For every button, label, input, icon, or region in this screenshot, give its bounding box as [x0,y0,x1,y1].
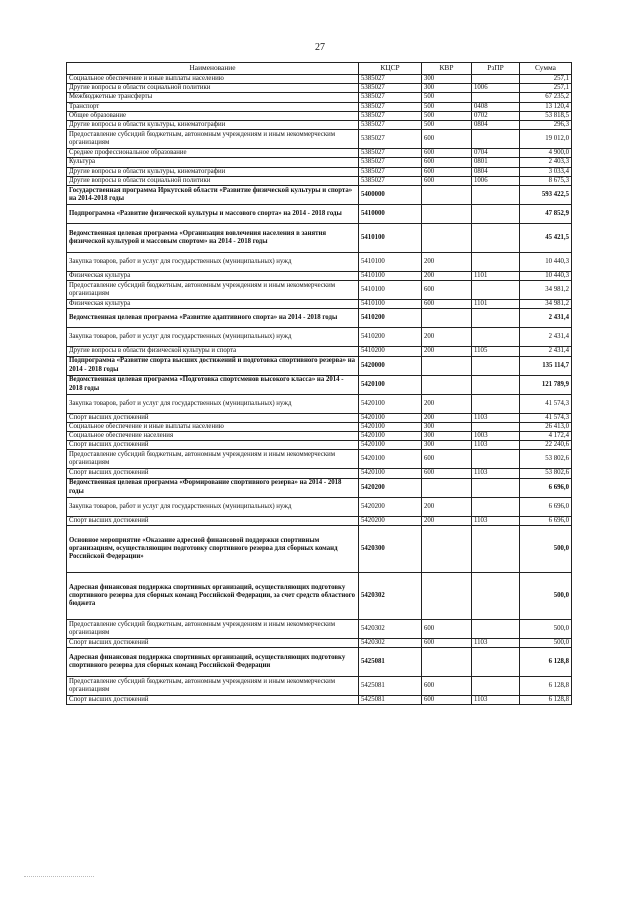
cell-rzpr: 1101 [472,300,520,309]
cell-rzpr [472,677,520,696]
cell-kcsr: 5410200 [359,309,422,328]
cell-rzpr: 1006 [472,176,520,185]
cell-kvr: 300 [422,75,472,84]
table-row [67,677,572,696]
cell-name: Транспорт [67,102,359,111]
cell-kvr: 600 [422,130,472,149]
cell-kvr: 600 [422,696,472,705]
cell-name: Другие вопросы в области социальной политики [67,84,359,93]
cell-name: Закупка товаров, работ и услуг для государственных (муниципальных) нужд [67,328,359,347]
cell-sum: 500,0 [520,572,572,619]
cell-sum: 6 696,0 [520,516,572,525]
cell-rzpr: 1103 [472,469,520,478]
table-row [67,432,572,441]
cell-kvr: 600 [422,281,472,300]
cell-kvr: 500 [422,111,472,120]
table-row [67,394,572,413]
cell-kvr: 600 [422,677,472,696]
table-row [67,186,572,205]
table-row [67,516,572,525]
cell-name: Спорт высших достижений [67,469,359,478]
cell-kvr: 200 [422,253,472,272]
cell-kvr: 600 [422,638,472,647]
cell-kvr [422,478,472,497]
cell-kcsr: 5420200 [359,516,422,525]
cell-kvr [422,309,472,328]
cell-name: Подпрограмма «Развитие физической культуры и массового спорта» на 2014 - 2018 годы [67,205,359,224]
cell-sum: 53 802,6 [520,469,572,478]
cell-sum: 121 789,9 [520,375,572,394]
cell-rzpr [472,281,520,300]
cell-kcsr: 5410100 [359,224,422,253]
cell-sum: 2 431,4 [520,309,572,328]
cell-kcsr: 5385027 [359,75,422,84]
cell-kcsr: 5420100 [359,432,422,441]
cell-rzpr: 0801 [472,158,520,167]
cell-rzpr [472,309,520,328]
table-row [67,375,572,394]
cell-name: Закупка товаров, работ и услуг для государственных (муниципальных) нужд [67,253,359,272]
cell-kvr: 200 [422,328,472,347]
table-row [67,111,572,120]
cell-kcsr: 5425081 [359,677,422,696]
cell-name: Другие вопросы в области социальной политики [67,176,359,185]
cell-sum: 2 431,4 [520,347,572,356]
cell-rzpr: 0804 [472,121,520,130]
cell-rzpr: 0704 [472,149,520,158]
table-row [67,356,572,375]
budget-table [66,62,572,705]
cell-sum: 26 413,0 [520,422,572,431]
cell-kvr: 600 [422,300,472,309]
cell-rzpr: 0804 [472,167,520,176]
cell-name: Социальное обеспечение и иные выплаты населению [67,75,359,84]
header-sum: Сумма [520,63,572,75]
cell-rzpr [472,478,520,497]
cell-rzpr [472,375,520,394]
table-row [67,525,572,572]
cell-rzpr [472,394,520,413]
table-row [67,84,572,93]
cell-rzpr [472,619,520,638]
cell-kvr: 600 [422,450,472,469]
cell-kcsr: 5385027 [359,149,422,158]
table-row [67,696,572,705]
cell-kcsr: 5420100 [359,394,422,413]
cell-name: Предоставление субсидий бюджетным, автономным учреждениям и иным некоммерческим организациям [67,450,359,469]
cell-kcsr: 5420200 [359,497,422,516]
cell-rzpr: 1103 [472,516,520,525]
cell-rzpr: 1006 [472,84,520,93]
cell-rzpr: 1105 [472,347,520,356]
cell-kcsr: 5420302 [359,619,422,638]
cell-kcsr: 5420100 [359,441,422,450]
table-row [67,638,572,647]
cell-rzpr: 1003 [472,432,520,441]
table-row [67,224,572,253]
cell-kvr: 300 [422,441,472,450]
cell-sum: 3 033,4 [520,167,572,176]
cell-rzpr: 0408 [472,102,520,111]
table-row [67,253,572,272]
cell-sum: 10 440,3 [520,272,572,281]
cell-kcsr: 5410100 [359,281,422,300]
cell-sum: 4 172,4 [520,432,572,441]
cell-name: Основное мероприятие «Оказание адресной финансовой поддержки спортивным организациям, осуществляющим подготовку спортивного резерва для сборных команд Российской Федерации» [67,525,359,572]
cell-kcsr: 5420302 [359,638,422,647]
cell-sum: 6 128,8 [520,677,572,696]
cell-kvr: 500 [422,93,472,102]
cell-kcsr: 5385027 [359,102,422,111]
cell-name: Физическая культура [67,272,359,281]
table-row [67,130,572,149]
cell-kvr: 300 [422,84,472,93]
cell-sum: 2 403,3 [520,158,572,167]
cell-sum: 34 981,2 [520,300,572,309]
cell-kcsr: 5425081 [359,696,422,705]
cell-name: Спорт высших достижений [67,516,359,525]
cell-name: Ведомственная целевая программа «Формирование спортивного резерва» на 2014 - 2018 годы [67,478,359,497]
scan-artifact [24,876,94,881]
table-row [67,300,572,309]
cell-sum: 4 900,0 [520,149,572,158]
cell-rzpr [472,205,520,224]
cell-kcsr: 5420200 [359,478,422,497]
table-body [67,75,572,705]
cell-rzpr [472,648,520,677]
cell-kcsr: 5420100 [359,375,422,394]
cell-name: Культура [67,158,359,167]
table-row [67,469,572,478]
cell-name: Другие вопросы в области культуры, кинематографии [67,121,359,130]
cell-kcsr: 5410200 [359,328,422,347]
cell-sum: 8 675,3 [520,176,572,185]
cell-name: Адресная финансовая поддержка спортивных организаций, осуществляющих подготовку спортивного резерва для сборных команд Российской Федерации, за счет средств областного бюджета [67,572,359,619]
cell-kcsr: 5385027 [359,121,422,130]
cell-name: Среднее профессиональное образование [67,149,359,158]
cell-kcsr: 5420100 [359,413,422,422]
header-kvr: КВР [422,63,472,75]
cell-sum: 6 696,0 [520,478,572,497]
cell-kcsr: 5420100 [359,469,422,478]
cell-sum: 10 440,3 [520,253,572,272]
cell-name: Межбюджетные трансферты [67,93,359,102]
cell-name: Подпрограмма «Развитие спорта высших достижений и подготовка спортивного резерва» на 2014 - 2018 годы [67,356,359,375]
cell-kcsr: 5410200 [359,347,422,356]
cell-kvr: 200 [422,516,472,525]
table-row [67,102,572,111]
cell-kvr [422,224,472,253]
header-rzpr: РзПР [472,63,520,75]
table-row [67,281,572,300]
cell-name: Спорт высших достижений [67,638,359,647]
table-row [67,422,572,431]
table-row [67,176,572,185]
cell-rzpr [472,328,520,347]
cell-name: Спорт высших достижений [67,413,359,422]
cell-rzpr: 1103 [472,638,520,647]
cell-sum: 500,0 [520,638,572,647]
cell-kvr: 600 [422,167,472,176]
table-row [67,478,572,497]
cell-sum: 41 574,3 [520,413,572,422]
cell-rzpr [472,186,520,205]
cell-kvr: 300 [422,422,472,431]
cell-kvr [422,375,472,394]
cell-sum: 47 852,9 [520,205,572,224]
table-row [67,648,572,677]
table-row [67,149,572,158]
cell-name: Физическая культура [67,300,359,309]
table-header-row [67,63,572,75]
cell-kcsr: 5410100 [359,300,422,309]
cell-kcsr: 5385027 [359,176,422,185]
cell-name: Ведомственная целевая программа «Подготовка спортсменов высокого класса» на 2014 - 2018 годы [67,375,359,394]
table-row [67,205,572,224]
cell-name: Общее образование [67,111,359,120]
cell-rzpr: 1101 [472,272,520,281]
cell-name: Закупка товаров, работ и услуг для государственных (муниципальных) нужд [67,394,359,413]
cell-kcsr: 5400000 [359,186,422,205]
cell-sum: 296,3 [520,121,572,130]
cell-sum: 257,1 [520,84,572,93]
cell-sum: 53 818,5 [520,111,572,120]
cell-kvr: 200 [422,497,472,516]
table-row [67,309,572,328]
table-row [67,497,572,516]
cell-sum: 67 235,2 [520,93,572,102]
cell-kvr [422,356,472,375]
cell-sum: 6 128,8 [520,696,572,705]
cell-kvr [422,648,472,677]
cell-rzpr [472,572,520,619]
cell-sum: 135 114,7 [520,356,572,375]
cell-name: Предоставление субсидий бюджетным, автономным учреждениям и иным некоммерческим организациям [67,677,359,696]
cell-kvr: 600 [422,619,472,638]
cell-kcsr: 5420000 [359,356,422,375]
cell-kvr: 200 [422,347,472,356]
header-name: Наименование [67,63,359,75]
cell-name: Адресная финансовая поддержка спортивных организаций, осуществляющих подготовку спортивного резерва для сборных команд Российской Федерации [67,648,359,677]
cell-sum: 500,0 [520,619,572,638]
table-row [67,441,572,450]
cell-kvr: 200 [422,394,472,413]
cell-rzpr [472,525,520,572]
cell-name: Социальное обеспечение и иные выплаты населению [67,422,359,431]
cell-name: Социальное обеспечение населения [67,432,359,441]
cell-sum: 6 128,8 [520,648,572,677]
cell-name: Предоставление субсидий бюджетным, автономным учреждениям и иным некоммерческим организациям [67,619,359,638]
page-number: 27 [315,42,325,53]
cell-name: Другие вопросы в области культуры, кинематографии [67,167,359,176]
cell-rzpr: 1103 [472,413,520,422]
cell-sum: 53 802,6 [520,450,572,469]
cell-sum: 500,0 [520,525,572,572]
cell-sum: 19 012,0 [520,130,572,149]
table-row [67,619,572,638]
cell-kcsr: 5385027 [359,167,422,176]
cell-sum: 13 120,4 [520,102,572,111]
cell-sum: 593 422,5 [520,186,572,205]
cell-kvr: 500 [422,121,472,130]
cell-sum: 41 574,3 [520,394,572,413]
cell-sum: 257,1 [520,75,572,84]
cell-rzpr [472,422,520,431]
cell-kcsr: 5425081 [359,648,422,677]
cell-kvr: 200 [422,413,472,422]
cell-name: Ведомственная целевая программа «Организация вовлечения населения в занятия физической культурой и массовым спортом» на 2014 - 2018 годы [67,224,359,253]
table-row [67,75,572,84]
cell-sum: 22 240,6 [520,441,572,450]
cell-rzpr [472,450,520,469]
cell-kcsr: 5385027 [359,130,422,149]
cell-name: Ведомственная целевая программа «Развитие адаптивного спорта» на 2014 - 2018 годы [67,309,359,328]
cell-kvr: 300 [422,432,472,441]
cell-kcsr: 5410100 [359,272,422,281]
cell-kvr: 600 [422,149,472,158]
cell-rzpr: 1103 [472,696,520,705]
table-row [67,167,572,176]
cell-kvr: 500 [422,102,472,111]
cell-kvr [422,186,472,205]
cell-kvr [422,572,472,619]
cell-kvr [422,205,472,224]
cell-name: Другие вопросы в области физической культуры и спорта [67,347,359,356]
table-row [67,121,572,130]
cell-rzpr [472,356,520,375]
table-row [67,158,572,167]
cell-name: Предоставление субсидий бюджетным, автономным учреждениям и иным некоммерческим организациям [67,130,359,149]
cell-kcsr: 5410000 [359,205,422,224]
cell-kvr: 600 [422,158,472,167]
cell-sum: 6 696,0 [520,497,572,516]
cell-rzpr [472,130,520,149]
cell-name: Предоставление субсидий бюджетным, автономным учреждениям и иным некоммерческим организациям [67,281,359,300]
cell-kvr: 200 [422,272,472,281]
table-row [67,93,572,102]
cell-rzpr [472,253,520,272]
table-row [67,347,572,356]
cell-kvr [422,525,472,572]
cell-kcsr: 5385027 [359,84,422,93]
cell-kcsr: 5420100 [359,450,422,469]
cell-kcsr: 5410100 [359,253,422,272]
table-row [67,450,572,469]
cell-kvr: 600 [422,176,472,185]
cell-name: Государственная программа Иркутской области «Развитие физической культуры и спорта» на 2014-2018 годы [67,186,359,205]
table-row [67,328,572,347]
cell-kcsr: 5420302 [359,572,422,619]
cell-name: Спорт высших достижений [67,441,359,450]
cell-kcsr: 5420100 [359,422,422,431]
cell-rzpr [472,93,520,102]
table-row [67,572,572,619]
header-kcsr: КЦСР [359,63,422,75]
cell-kcsr: 5385027 [359,111,422,120]
cell-kcsr: 5385027 [359,93,422,102]
cell-name: Спорт высших достижений [67,696,359,705]
cell-rzpr: 1103 [472,441,520,450]
cell-sum: 2 431,4 [520,328,572,347]
cell-sum: 34 981,2 [520,281,572,300]
cell-kvr: 600 [422,469,472,478]
table-row [67,272,572,281]
cell-kcsr: 5385027 [359,158,422,167]
cell-sum: 45 421,5 [520,224,572,253]
cell-rzpr [472,497,520,516]
cell-name: Закупка товаров, работ и услуг для государственных (муниципальных) нужд [67,497,359,516]
cell-kcsr: 5420300 [359,525,422,572]
cell-rzpr [472,224,520,253]
cell-rzpr: 0702 [472,111,520,120]
table-row [67,413,572,422]
cell-rzpr [472,75,520,84]
